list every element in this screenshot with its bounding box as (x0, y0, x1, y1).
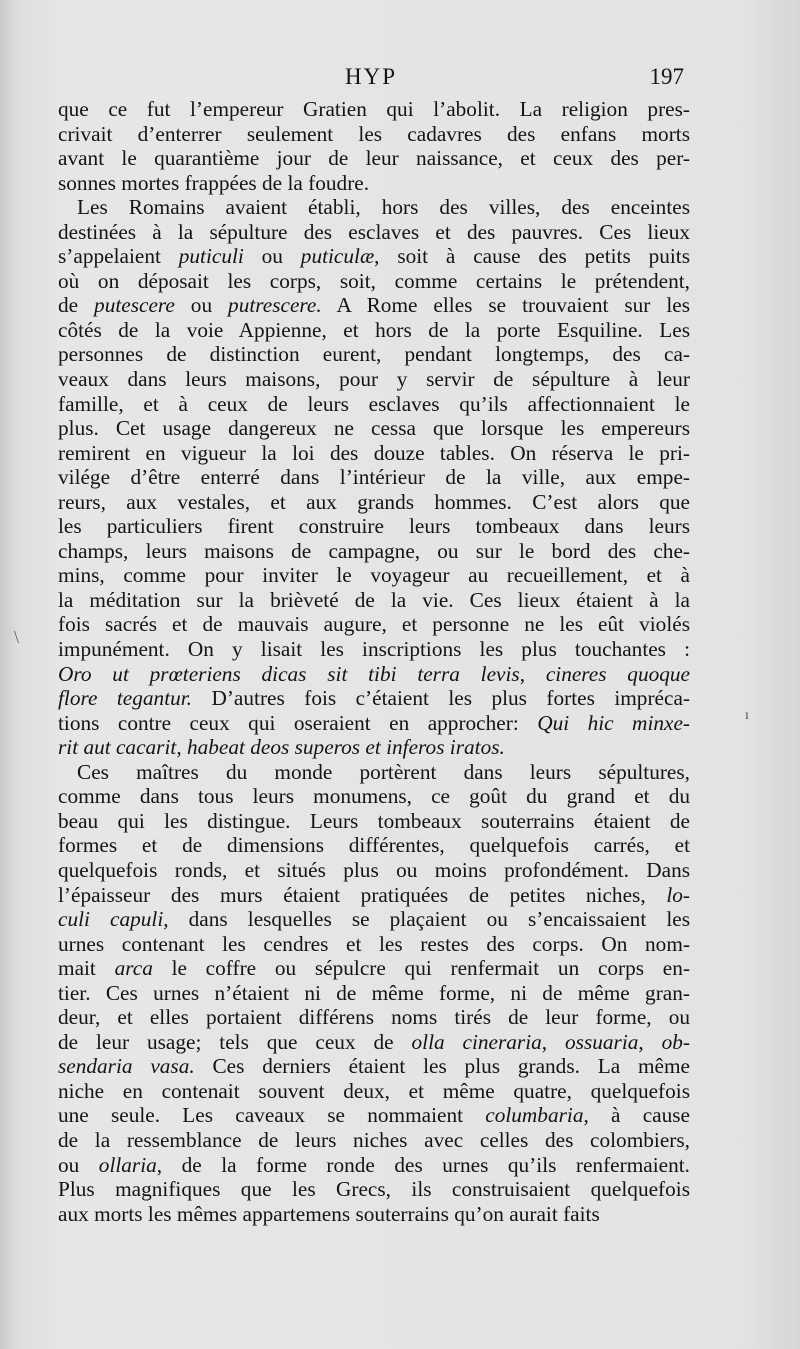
italic-text-segment: puticuli (178, 244, 244, 269)
text-line (58, 760, 690, 785)
text-line (58, 1054, 690, 1079)
text-line (58, 367, 690, 392)
italic-text-segment: flore tegantur. (58, 686, 193, 711)
italic-text-segment: ob- (661, 1029, 690, 1054)
text-segment: Plus magnifiques que les Grecs, ils construisaient quelquefois (58, 1177, 690, 1202)
text-line (58, 195, 690, 220)
text-line (58, 686, 690, 711)
text-segment: côtés de la voie Appienne, et hors de la porte Esquiline. Les (58, 317, 690, 342)
text-segment: mait (58, 956, 115, 981)
margin-mark-right: ı (745, 708, 749, 723)
text-segment: où on déposait les corps, soit, comme certains le prétendent, (58, 268, 690, 293)
text-line (58, 1153, 690, 1178)
text-line (58, 539, 690, 564)
body-text (58, 97, 690, 1226)
text-segment: personnes de distinction eurent, pendant longtemps, des ca- (58, 342, 690, 367)
text-segment: tions contre ceux qui oseraient en approcher: (58, 710, 538, 735)
running-head: HYP (344, 64, 397, 89)
text-line (58, 244, 690, 269)
text-line (58, 932, 690, 957)
text-segment: beau qui les distingue. Leurs tombeaux souterrains étaient de (58, 808, 690, 833)
italic-text-segment: columbaria (485, 1103, 584, 1128)
text-segment: remirent en vigueur la loi des douze tables. On réserva le pri- (58, 440, 690, 465)
text-line (58, 441, 690, 466)
text-segment: impunément. On y lisait les inscriptions les plus touchantes : (58, 637, 690, 662)
text-segment: de la ressemblance de leurs niches avec celles des colombiers, (58, 1127, 690, 1152)
text-line (58, 662, 690, 687)
paragraph-2 (58, 195, 690, 760)
text-segment: destinées à la sépulture des esclaves et des pauvres. Ces lieux (58, 219, 690, 244)
italic-text-segment: putrescere. (228, 293, 322, 318)
paragraph-3 (58, 760, 690, 1226)
text-line (58, 342, 690, 367)
text-line (58, 588, 690, 613)
text-line (58, 956, 690, 981)
text-line (58, 269, 690, 294)
italic-text-segment: ossuaria (565, 1029, 639, 1054)
text-segment: , (541, 1029, 566, 1054)
text-segment: urnes contenant les cendres et les restes des corps. On nom- (58, 931, 690, 956)
text-segment: formes et de dimensions différentes, quelquefois carrés, et (58, 833, 690, 858)
text-line (58, 563, 690, 588)
text-segment: famille, et à ceux de leurs esclaves qu’ils affectionnaient le (58, 391, 690, 416)
text-line (58, 293, 690, 318)
italic-text-segment: putescere (94, 293, 175, 318)
text-segment: s’appelaient (58, 244, 179, 269)
text-line (58, 907, 690, 932)
text-segment: avant le quarantième jour de leur naissance, et ceux des per- (58, 146, 690, 171)
text-segment: , soit à cause des petits puits (374, 244, 690, 269)
text-segment: les particuliers firent construire leurs tombeaux dans leurs (58, 514, 690, 539)
text-segment: que ce fut l’empereur Gratien qui l’abolit. La religion pres- (58, 97, 690, 121)
text-line (58, 318, 690, 343)
text-segment: Ces derniers étaient les plus grands. La même (194, 1054, 690, 1079)
text-line (58, 883, 690, 908)
text-line (58, 1005, 690, 1030)
text-line (58, 637, 690, 662)
text-segment: , (519, 661, 546, 686)
text-line (58, 1030, 690, 1055)
page-header (58, 62, 684, 98)
page-number: 197 (649, 64, 684, 89)
text-line (58, 735, 690, 760)
text-segment: sonnes mortes frappées de la foudre. (58, 170, 370, 195)
italic-text-segment: lo- (666, 882, 690, 907)
text-segment: la méditation sur la brièveté de la vie. Ces lieux étaient à la (58, 587, 690, 612)
text-segment: ou (174, 293, 229, 318)
text-segment: veaux dans leurs maisons, pour y servir de sépulture à leur (58, 367, 690, 392)
text-line (58, 833, 690, 858)
text-segment: tier. Ces urnes n’étaient ni de même forme, ni de même gran- (58, 980, 690, 1005)
text-segment: quelquefois ronds, et situés plus ou moins profondément. Dans (58, 857, 690, 882)
text-segment: Ces maîtres du monde portèrent dans leurs sépultures, (77, 759, 690, 784)
text-segment: une seule. Les caveaux se nommaient (58, 1103, 486, 1128)
text-line (58, 784, 690, 809)
text-segment: plus. Cet usage dangereux ne cessa que lorsque les empereurs (58, 416, 690, 441)
text-segment: , de la forme ronde des urnes qu’ils renfermaient. (156, 1152, 690, 1177)
text-segment: de leur usage; tels que ceux de (58, 1029, 412, 1054)
text-line (58, 612, 690, 637)
text-segment: champs, leurs maisons de campagne, ou sur le bord des che- (58, 538, 690, 563)
text-segment: , (176, 735, 187, 760)
text-segment: fois sacrés et de mauvais augure, et personne ne les eût violés (58, 612, 690, 637)
italic-text-segment: sendaria vasa. (58, 1054, 195, 1079)
text-segment: D’autres fois c’étaient les plus fortes impréca- (192, 686, 690, 711)
text-line (58, 146, 690, 171)
text-segment: A Rome elles se trouvaient sur les (321, 293, 690, 318)
text-segment: aux morts les mêmes appartemens souterrains qu’on aurait faits (58, 1201, 600, 1226)
text-segment: reurs, aux vestales, et aux grands hommes. C’est alors que (58, 489, 690, 514)
text-segment: , dans lesquelles se plaçaient ou s’encaissaient les (163, 907, 690, 932)
text-line (58, 1128, 690, 1153)
text-line (58, 416, 690, 441)
text-line (58, 220, 690, 245)
italic-text-segment: Qui hic minxe- (537, 710, 691, 735)
italic-text-segment: rit aut cacarit (58, 735, 177, 760)
italic-text-segment: olla cineraria (411, 1029, 542, 1054)
text-line (58, 1079, 690, 1104)
text-line (58, 711, 690, 736)
text-segment: l’épaisseur des murs étaient pratiquées de petites niches, (58, 882, 667, 907)
text-segment: , (638, 1029, 662, 1054)
text-segment: Les Romains avaient établi, hors des villes, des enceintes (77, 195, 690, 220)
text-line (58, 171, 690, 196)
text-segment: , à cause (583, 1103, 690, 1128)
text-line (58, 392, 690, 417)
italic-text-segment: arca (114, 956, 153, 981)
italic-text-segment: puticulæ (300, 244, 375, 269)
text-line (58, 809, 690, 834)
text-segment: vilége d’être enterré dans l’intérieur de la ville, aux empe- (58, 465, 690, 490)
text-line (58, 514, 690, 539)
text-line (58, 858, 690, 883)
text-line (58, 1103, 690, 1128)
text-line (58, 97, 690, 122)
italic-text-segment: Oro ut prœteriens dicas sit tibi terra levis (58, 661, 520, 686)
text-segment: le coffre ou sépulcre qui renfermait un corps en- (152, 956, 690, 981)
paragraph-1 (58, 97, 690, 195)
text-segment: comme dans tous leurs monumens, ce goût du grand et du (58, 784, 690, 809)
italic-text-segment: habeat deos superos et inferos iratos. (186, 735, 505, 760)
text-segment: deur, et elles portaient différens noms tirés de leur forme, ou (58, 1005, 690, 1030)
text-line (58, 1177, 690, 1202)
italic-text-segment: cineres quoque (545, 661, 691, 686)
text-line (58, 490, 690, 515)
text-line (58, 465, 690, 490)
text-segment: ou (243, 244, 301, 269)
text-segment: crivait d’enterrer seulement les cadavres des enfans morts (58, 121, 690, 146)
text-segment: de (58, 293, 95, 318)
text-line (58, 122, 690, 147)
italic-text-segment: ollaria (98, 1152, 157, 1177)
text-segment: mins, comme pour inviter le voyageur au recueillement, et à (58, 563, 690, 588)
text-line (58, 1202, 690, 1227)
text-segment: ou (58, 1152, 99, 1177)
italic-text-segment: culi capuli (58, 907, 164, 932)
text-line (58, 981, 690, 1006)
margin-mark-left: \ (14, 627, 20, 647)
text-segment: niche en contenait souvent deux, et même quatre, quelquefois (58, 1078, 690, 1103)
